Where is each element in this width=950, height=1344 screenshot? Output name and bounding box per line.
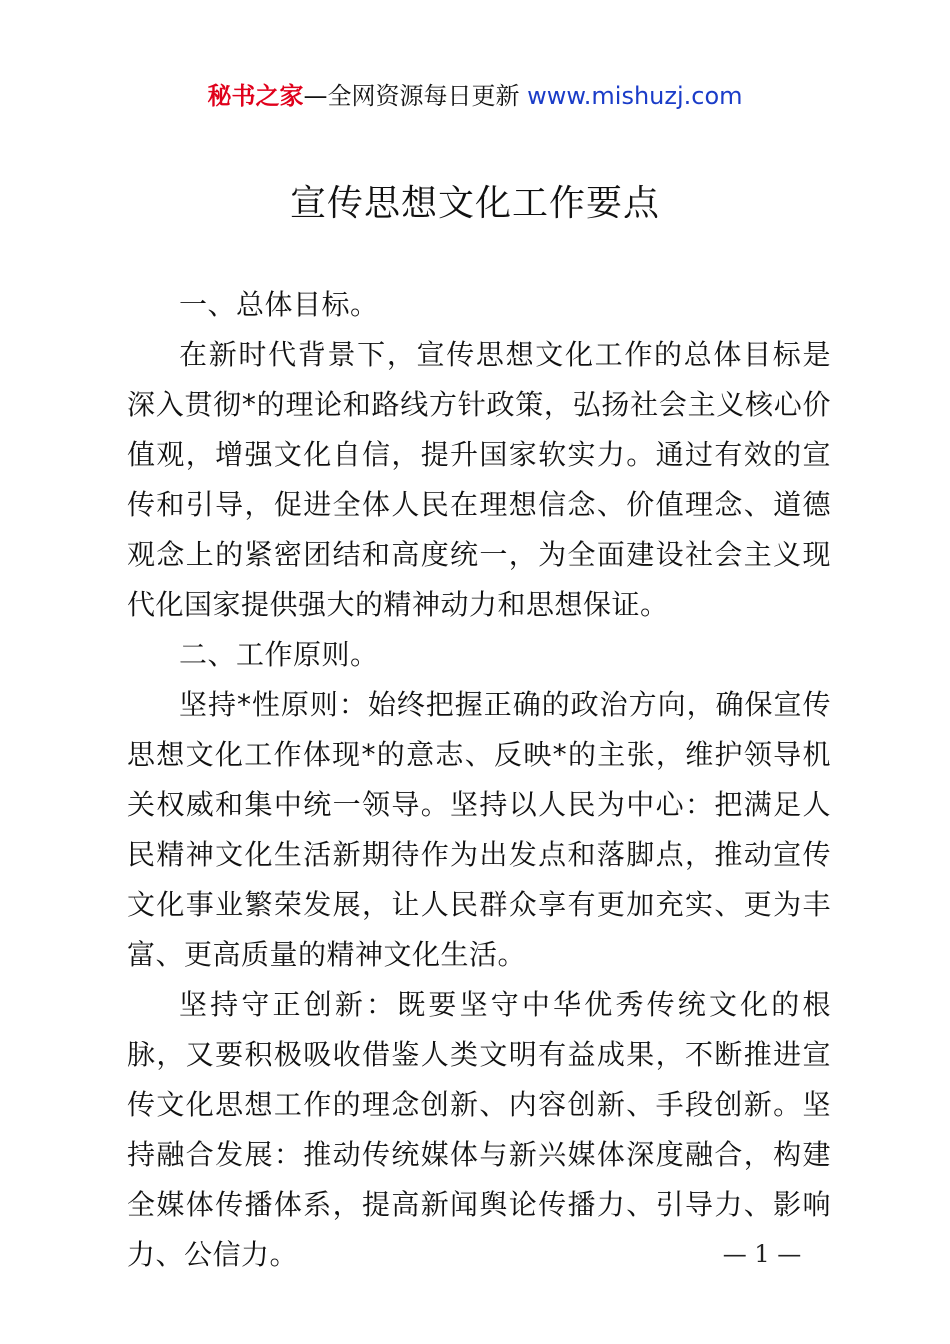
header-tagline: —全网资源每日更新	[303, 82, 520, 110]
page-number: — 1 —	[722, 1240, 802, 1268]
paragraph-principles-2: 坚持守正创新：既要坚守中华优秀传统文化的根脉，又要积极吸收借鉴人类文明有益成果，不断推进宣传文化思想工作的理念创新、内容创新、手段创新。坚持融合发展：推动传统媒体与新兴媒体深度融合，构建全媒体传播体系，提高新闻舆论传播力、引导力、影响力、公信力。	[127, 988, 831, 1271]
section-heading-principles: 二、工作原则。	[179, 638, 379, 671]
paragraph-goals: 在新时代背景下，宣传思想文化工作的总体目标是深入贯彻*的理论和路线方针政策，弘扬社会主义核心价值观，增强文化自信，提升国家软实力。通过有效的宣传和引导，促进全体人民在理想信念、价值理念、道德观念上的紧密团结和高度统一，为全面建设社会主义现代化国家提供强大的精神动力和思想保证。	[127, 338, 831, 621]
document-body	[127, 280, 831, 1280]
paragraph-principles-1: 坚持*性原则：始终把握正确的政治方向，确保宣传思想文化工作体现*的意志、反映*的主张，维护领导机关权威和集中统一领导。坚持以人民为中心：把满足人民精神文化生活新期待作为出发点和落脚点，推动宣传文化事业繁荣发展，让人民群众享有更加充实、更为丰富、更高质量的精神文化生活。	[127, 688, 831, 971]
section-heading-goals: 一、总体目标。	[179, 288, 379, 321]
site-url-link[interactable]: www.mishuzj.com	[527, 82, 743, 110]
document-title: 宣传思想文化工作要点	[289, 183, 660, 224]
site-header	[0, 80, 950, 112]
brand-name: 秘书之家	[207, 82, 304, 110]
